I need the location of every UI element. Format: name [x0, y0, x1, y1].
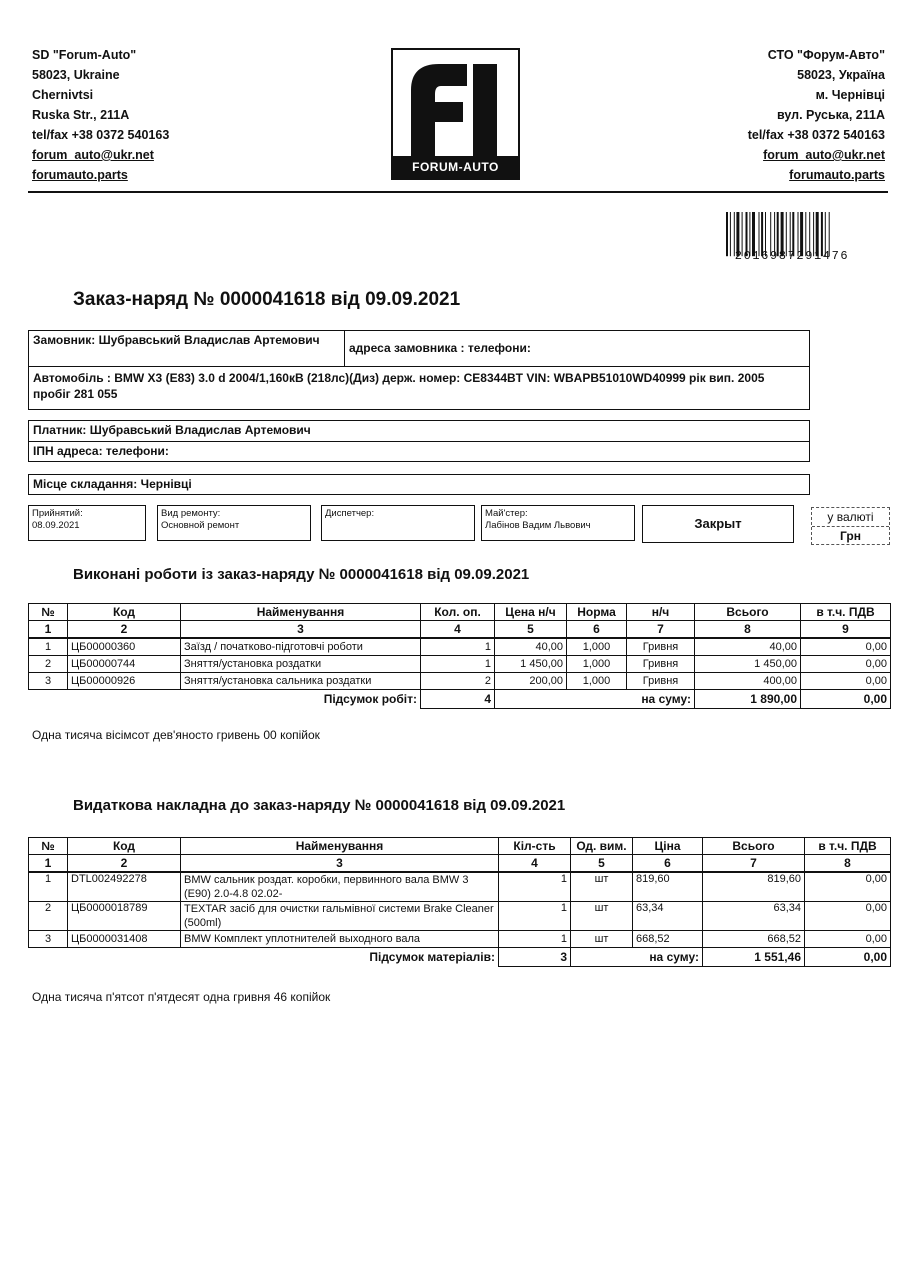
logo-text: FORUM-AUTO: [393, 156, 518, 178]
item-name: Зняття/установка роздатки: [181, 656, 421, 673]
item-qty: 1: [499, 931, 571, 948]
column-header: в т.ч. ПДВ: [801, 604, 891, 621]
item-rate: 200,00: [495, 673, 567, 690]
item-code: ЦБ00000926: [68, 673, 181, 690]
column-header: Од. вим.: [571, 838, 633, 855]
website-link[interactable]: forumauto.parts: [789, 168, 885, 182]
company-address-latin: [32, 45, 169, 185]
total-sum: 1 890,00: [695, 690, 801, 709]
column-header: Всього: [703, 838, 805, 855]
column-header: Ціна: [633, 838, 703, 855]
item-norm: 1,000: [567, 638, 627, 656]
repair-type-label: Вид ремонту:: [161, 508, 221, 519]
received-date-box: [28, 505, 146, 541]
item-total: 1 450,00: [695, 656, 801, 673]
master-label: Май'стер:: [485, 508, 528, 519]
total-label: Підсумок робіт:: [323, 692, 417, 707]
item-qty: 1: [499, 872, 571, 902]
table-row: [29, 872, 891, 902]
column-number-row: [29, 855, 891, 873]
item-rate: 1 450,00: [495, 656, 567, 673]
column-number: 4: [499, 855, 571, 873]
column-header: Код: [68, 604, 181, 621]
address-line: tel/fax +38 0372 540163: [747, 128, 885, 142]
item-unit: шт: [571, 872, 633, 902]
item-unit: Гривня: [627, 673, 695, 690]
item-code: ЦБ0000031408: [68, 931, 181, 948]
totals-row: [29, 948, 891, 967]
item-name: BMW сальник роздат. коробки, первинного вала BMW 3 (E90) 2.0-4.8 02.02-: [181, 872, 499, 902]
item-vat: 0,00: [801, 673, 891, 690]
item-price: 819,60: [633, 872, 703, 902]
works-amount-in-words: Одна тисяча вісімсот дев'яносто гривень 00 копійок: [32, 728, 320, 742]
header-divider: [28, 191, 888, 193]
address-line: СТО "Форум-Авто": [767, 48, 885, 62]
repair-type-box: [157, 505, 311, 541]
item-code: ЦБ00000744: [68, 656, 181, 673]
address-line: Chernivtsi: [32, 88, 94, 102]
column-number: 4: [421, 621, 495, 639]
column-header: Найменування: [181, 604, 421, 621]
column-number: 8: [695, 621, 801, 639]
item-unit: Гривня: [627, 638, 695, 656]
item-unit: шт: [571, 931, 633, 948]
row-number: 1: [29, 872, 68, 902]
vehicle-info: Автомобіль : BMW X3 (E83) 3.0 d 2004/1,160кВ (218лс)(Диз) держ. номер: CE8344BT VIN: WBAPB51010WD40999 рік вип. 2005 пробіг 281 055: [33, 371, 765, 401]
item-norm: 1,000: [567, 656, 627, 673]
column-number: 6: [633, 855, 703, 873]
payer-ipn: ІПН адреса: телефони:: [33, 444, 169, 458]
item-qty: 2: [421, 673, 495, 690]
column-number: 8: [805, 855, 891, 873]
column-number: 9: [801, 621, 891, 639]
works-table: [28, 603, 891, 709]
item-total: 668,52: [703, 931, 805, 948]
place-of-issue: Місце складання: Чернівці: [28, 474, 810, 495]
item-vat: 0,00: [805, 902, 891, 931]
table-row: [29, 656, 891, 673]
column-number: 2: [68, 855, 181, 873]
item-total: 40,00: [695, 638, 801, 656]
sum-label: на суму:: [571, 948, 703, 967]
item-vat: 0,00: [805, 872, 891, 902]
item-unit: Гривня: [627, 656, 695, 673]
total-vat: 0,00: [801, 690, 891, 709]
item-rate: 40,00: [495, 638, 567, 656]
row-number: 2: [29, 902, 68, 931]
table-header-row: [29, 838, 891, 855]
dispatcher-label: Диспетчер:: [325, 508, 375, 519]
column-number: 2: [68, 621, 181, 639]
row-number: 2: [29, 656, 68, 673]
item-total: 819,60: [703, 872, 805, 902]
fi-logo-icon: [405, 60, 505, 156]
column-number: 5: [495, 621, 567, 639]
address-line: 58023, Україна: [797, 68, 885, 82]
item-price: 668,52: [633, 931, 703, 948]
item-vat: 0,00: [805, 931, 891, 948]
row-number: 3: [29, 673, 68, 690]
column-number: 1: [29, 855, 68, 873]
table-row: [29, 931, 891, 948]
total-label: Підсумок матеріалів:: [369, 950, 495, 965]
customer-address: адреса замовника : телефони:: [345, 331, 809, 367]
address-line: SD "Forum-Auto": [32, 48, 137, 62]
item-unit: шт: [571, 902, 633, 931]
email-link[interactable]: forum_auto@ukr.net: [32, 148, 154, 162]
column-header: н/ч: [627, 604, 695, 621]
item-total: 63,34: [703, 902, 805, 931]
column-number: 5: [571, 855, 633, 873]
column-number: 3: [181, 621, 421, 639]
dispatcher-box: [321, 505, 475, 541]
column-number: 7: [703, 855, 805, 873]
item-vat: 0,00: [801, 656, 891, 673]
column-header: Код: [68, 838, 181, 855]
received-label: Прийнятий:: [32, 508, 83, 519]
item-code: ЦБ0000018789: [68, 902, 181, 931]
column-number: 3: [181, 855, 499, 873]
item-norm: 1,000: [567, 673, 627, 690]
totals-row: [29, 690, 891, 709]
materials-table: [28, 837, 891, 967]
column-header: №: [29, 604, 68, 621]
currency-value: Грн: [840, 529, 861, 543]
item-vat: 0,00: [801, 638, 891, 656]
item-qty: 1: [421, 656, 495, 673]
repair-type-value: Основной ремонт: [161, 520, 240, 531]
payer-block: [28, 420, 810, 462]
address-line: tel/fax +38 0372 540163: [32, 128, 170, 142]
currency-box: [811, 507, 890, 545]
customer-name: Замовник: Шубравський Владислав Артемович: [29, 331, 345, 367]
item-name: Заїзд / початково-підготовчі роботи: [181, 638, 421, 656]
table-row: [29, 638, 891, 656]
column-header: Норма: [567, 604, 627, 621]
address-line: 58023, Ukraine: [32, 68, 120, 82]
received-value: 08.09.2021: [32, 520, 80, 531]
works-section-title: Виконані роботи із заказ-наряду № 0000041618 від 09.09.2021: [73, 566, 530, 583]
table-header-row: [29, 604, 891, 621]
total-qty: 4: [421, 690, 495, 709]
status-badge: Закрыт: [642, 505, 794, 543]
page-title: Заказ-наряд № 0000041618 від 09.09.2021: [73, 289, 461, 310]
column-header: Кіл-сть: [499, 838, 571, 855]
item-qty: 1: [499, 902, 571, 931]
item-code: ЦБ00000360: [68, 638, 181, 656]
currency-label: у валюті: [812, 508, 889, 527]
address-line: Ruska Str., 211A: [32, 108, 130, 122]
barcode-number: 2016987291476: [734, 249, 850, 263]
materials-section-title: Видаткова накладна до заказ-наряду № 0000041618 від 09.09.2021: [73, 797, 566, 814]
company-logo: [391, 48, 520, 180]
materials-amount-in-words: Одна тисяча п'ятсот п'ятдесят одна гривня 46 копійок: [32, 990, 331, 1004]
address-line: вул. Руська, 211А: [776, 108, 885, 122]
customer-block: [28, 330, 810, 410]
total-qty: 3: [499, 948, 571, 967]
email-link[interactable]: forum_auto@ukr.net: [763, 148, 885, 162]
item-total: 400,00: [695, 673, 801, 690]
column-number: 7: [627, 621, 695, 639]
column-number: 6: [567, 621, 627, 639]
row-number: 3: [29, 931, 68, 948]
column-header: №: [29, 838, 68, 855]
table-row: [29, 902, 891, 931]
item-name: Зняття/установка сальника роздатки: [181, 673, 421, 690]
column-header: Найменування: [181, 838, 499, 855]
column-header: в т.ч. ПДВ: [805, 838, 891, 855]
master-value: Лабінов Вадим Львович: [485, 520, 591, 531]
item-code: DTL002492278: [68, 872, 181, 902]
column-header: Всього: [695, 604, 801, 621]
website-link[interactable]: forumauto.parts: [32, 168, 128, 182]
item-name: TEXTAR засіб для очистки гальмівної системи Brake Cleaner (500ml): [181, 902, 499, 931]
item-name: BMW Комплект уплотнителей выходного вала: [181, 931, 499, 948]
sum-label: на суму:: [495, 690, 695, 709]
master-box: [481, 505, 635, 541]
total-sum: 1 551,46: [703, 948, 805, 967]
table-row: [29, 673, 891, 690]
column-number: 1: [29, 621, 68, 639]
item-qty: 1: [421, 638, 495, 656]
column-header: Кол. оп.: [421, 604, 495, 621]
company-address-cyrillic: [748, 45, 885, 185]
item-price: 63,34: [633, 902, 703, 931]
total-vat: 0,00: [805, 948, 891, 967]
column-header: Цена н/ч: [495, 604, 567, 621]
row-number: 1: [29, 638, 68, 656]
payer-name: Платник: Шубравський Владислав Артемович: [29, 421, 809, 442]
column-number-row: [29, 621, 891, 639]
address-line: м. Чернівці: [815, 88, 885, 102]
